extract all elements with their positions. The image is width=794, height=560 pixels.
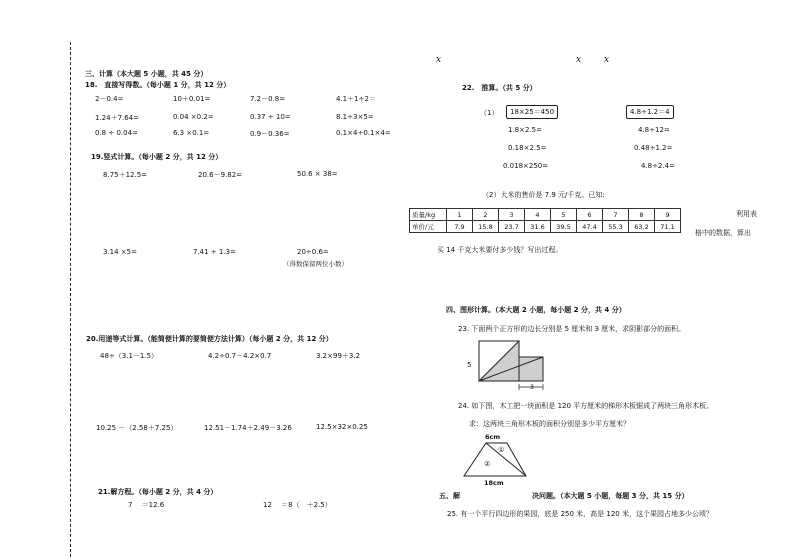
- q18-item: 1.24＋7.64=: [95, 114, 140, 122]
- q18-item: 4.1＋1÷2＝: [336, 95, 376, 103]
- table-cell: 2: [473, 209, 499, 221]
- fig-label-3: 3: [530, 384, 534, 391]
- table-cell: 9: [655, 209, 681, 221]
- q19-item: 20÷0.6=: [297, 248, 329, 256]
- trapezoid-figure: [460, 440, 550, 480]
- table-cell: 31.6: [525, 221, 551, 233]
- table-row: [410, 209, 681, 221]
- q22-question: 买 14 千克大米要付多少钱？写出过程。: [437, 246, 563, 254]
- q22-side-text: 格中的数据，算出: [695, 229, 751, 237]
- table-cell: 71.1: [655, 221, 681, 233]
- q22-given-1: 18×25＝450: [506, 105, 558, 119]
- q19-item: 20.6－9.82=: [198, 171, 243, 179]
- table-cell: 7: [603, 209, 629, 221]
- table-cell: 6: [577, 209, 603, 221]
- q24-text: 24. 如下图，木工把一块面积是 120 平方厘米的梯形木板锯成了两块三角形木板。: [458, 402, 714, 410]
- stray-mark: x: [604, 55, 610, 65]
- table-cell: 47.4: [577, 221, 603, 233]
- q23-figure: [462, 336, 562, 396]
- table-header: 单价/元: [410, 221, 447, 233]
- section-5-title-a: 五、解: [439, 492, 460, 500]
- q20-item: 12.5×32×0.25: [316, 423, 368, 431]
- q19-item: 7.41 ÷ 1.3=: [193, 248, 236, 256]
- trapezoid-top-length: 6cm: [485, 433, 501, 441]
- q22-item: 1.8×2.5=: [508, 126, 542, 134]
- q19-title: 19.竖式计算。（每小题 2 分，共 12 分）: [91, 153, 223, 161]
- q18-item: 2－0.4=: [95, 95, 124, 103]
- q18-item: 8.1÷3×5=: [336, 113, 374, 121]
- trapezoid-bottom-length: 18cm: [484, 479, 504, 487]
- fig-label-5: 5: [467, 361, 472, 369]
- q18-item: 0.1×4÷0.1×4=: [336, 129, 391, 137]
- q25-text: 25. 有一个平行四边形的果园，底是 250 米，高是 120 米，这个果园占地多少公顷？: [447, 510, 713, 518]
- q19-item: 50.6 × 38=: [297, 170, 338, 178]
- table-cell: 55.3: [603, 221, 629, 233]
- region-mark-2: ②: [484, 460, 491, 468]
- binding-dashed-line: [70, 42, 71, 557]
- q22-title: 22. 推算。（共 5 分）: [462, 84, 537, 92]
- q21-title: 21.解方程。（每小题 2 分，共 4 分）: [98, 488, 218, 496]
- q22-given-2: 4.8÷1.2＝4: [626, 105, 674, 119]
- section-5-title-b: 决问题。（本大题 5 小题，每题 3 分，共 15 分）: [532, 492, 689, 500]
- q22-item: 4.8÷12=: [638, 126, 670, 134]
- table-header: 质量/kg: [410, 209, 447, 221]
- q20-item: 12.51－1.74＋2.49－3.26: [204, 424, 292, 432]
- q20-title: 20.用递等式计算。（能简便计算的要简便方法计算）（每小题 2 分，共 12 分）: [86, 335, 333, 343]
- q18-item: 6.3 ×0.1=: [173, 129, 210, 137]
- q21-eq2: 12 ＝8（ ＋2.5）: [263, 501, 332, 509]
- q19-note: （得数保留两位小数）: [283, 260, 348, 268]
- table-cell: 23.7: [499, 221, 525, 233]
- q18-item: 0.8 ÷ 0.04=: [95, 129, 138, 137]
- table-cell: 1: [447, 209, 473, 221]
- table-cell: 63.2: [629, 221, 655, 233]
- table-cell: 5: [551, 209, 577, 221]
- q19-item: 8.75＋12.5=: [103, 171, 148, 179]
- q22-item: 0.18×2.5=: [508, 144, 547, 152]
- q21-eq1: 7 ＝12.6: [128, 501, 165, 509]
- stray-mark: x: [436, 55, 442, 65]
- region-mark-1: ①: [498, 446, 505, 454]
- table-row: [410, 221, 681, 233]
- q20-item: 10.25 －（2.58＋7.25）: [96, 424, 178, 432]
- q22-item: 0.48÷1.2=: [634, 144, 673, 152]
- q20-item: 4.2÷0.7－4.2×0.7: [208, 352, 272, 360]
- q18-item: 7.2－0.8=: [250, 95, 286, 103]
- q18-item: 0.37 ÷ 10=: [250, 113, 291, 121]
- q20-item: 48÷（3.1－1.5）: [100, 352, 159, 360]
- table-cell: 7.9: [447, 221, 473, 233]
- q22-side-text: 利用表: [736, 210, 757, 218]
- table-cell: 3: [499, 209, 525, 221]
- q22-item: 4.8÷2.4=: [641, 162, 675, 170]
- q18-item: 0.04 ×0.2=: [173, 113, 214, 121]
- q23-text: 23. 下面两个正方形的边长分别是 5 厘米和 3 厘米，求阴影部分的面积。: [458, 325, 686, 333]
- table-cell: 4: [525, 209, 551, 221]
- q18-item: 0.9－0.36=: [250, 130, 290, 138]
- q22-part2: （2）大米的售价是 7.9 元/千克。已知:: [482, 191, 605, 199]
- table-cell: 8: [629, 209, 655, 221]
- q18-item: 10＋0.01=: [173, 95, 211, 103]
- table-cell: 15.8: [473, 221, 499, 233]
- stray-mark: x: [576, 55, 582, 65]
- q18-title: 18. 直接写得数。（每小题 1 分，共 12 分）: [85, 81, 231, 89]
- q19-item: 3.14 ×5=: [103, 248, 137, 256]
- q22-part1-label: （1）: [480, 109, 499, 117]
- q22-item: 0.018×250=: [503, 162, 549, 170]
- price-table: [409, 208, 681, 233]
- section-3-title: 三、计算（本大题 5 小题，共 45 分）: [85, 70, 208, 78]
- section-4-title: 四、图形计算。（本大题 2 小题，每小题 2 分，共 4 分）: [446, 306, 626, 314]
- q24-ask: 求：这两块三角形木板的面积分别是多少平方厘米？: [469, 420, 630, 428]
- q20-item: 3.2×99＋3.2: [316, 352, 361, 360]
- table-cell: 39.5: [551, 221, 577, 233]
